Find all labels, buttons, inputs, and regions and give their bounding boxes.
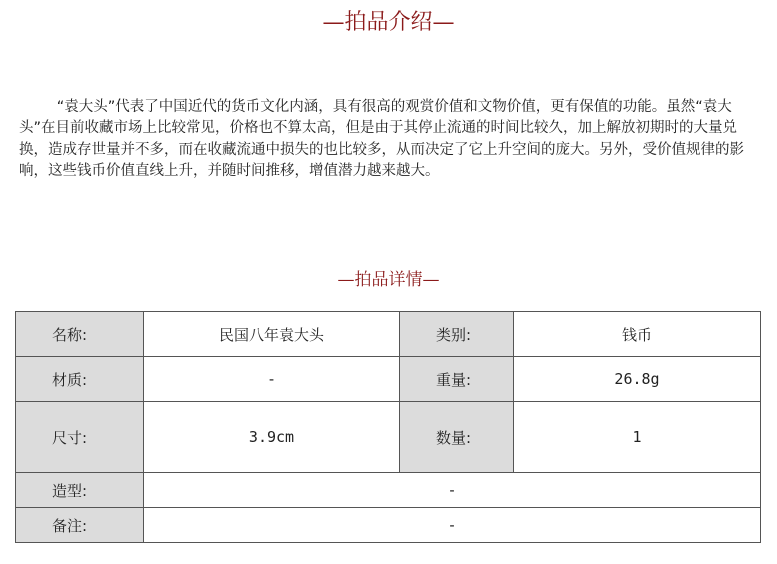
size-value: 3.9cm: [144, 402, 400, 473]
quantity-label: 数量:: [400, 402, 514, 473]
weight-label: 重量:: [400, 357, 514, 402]
material-value: -: [144, 357, 400, 402]
table-row: [16, 402, 761, 473]
details-table: [15, 311, 761, 543]
details-section-title: —拍品详情—: [337, 270, 440, 290]
category-label: 类别:: [400, 312, 514, 357]
table-row: [16, 357, 761, 402]
category-value: 钱币: [514, 312, 761, 357]
table-row: [16, 473, 761, 508]
table-row: [16, 508, 761, 543]
name-label: 名称:: [16, 312, 144, 357]
size-label: 尺寸:: [16, 402, 144, 473]
quantity-value: 1: [514, 402, 761, 473]
intro-paragraph: “袁大头”代表了中国近代的货币文化内涵，具有很高的观赏价值和文物价值，更有保值的功能。虽然“袁大头”在目前收藏市场上比较常见，价格也不算太高，但是由于其停止流通的时间比较久，加上解放初期时的大量兑换，造成存世量并不多，而在收藏流通中损失的也比较多，从而决定了它上升空间的庞大。另外，受价值规律的影响，这些钱币价值直线上升，并随时间推移，增值潜力越来越大。: [19, 99, 744, 180]
table-row: [16, 312, 761, 357]
remark-label: 备注:: [16, 508, 144, 543]
weight-value: 26.8g: [514, 357, 761, 402]
material-label: 材质:: [16, 357, 144, 402]
shape-label: 造型:: [16, 473, 144, 508]
intro-section-title: —拍品介绍—: [322, 10, 455, 35]
shape-value: -: [144, 473, 761, 508]
remark-value: -: [144, 508, 761, 543]
name-value: 民国八年袁大头: [144, 312, 400, 357]
